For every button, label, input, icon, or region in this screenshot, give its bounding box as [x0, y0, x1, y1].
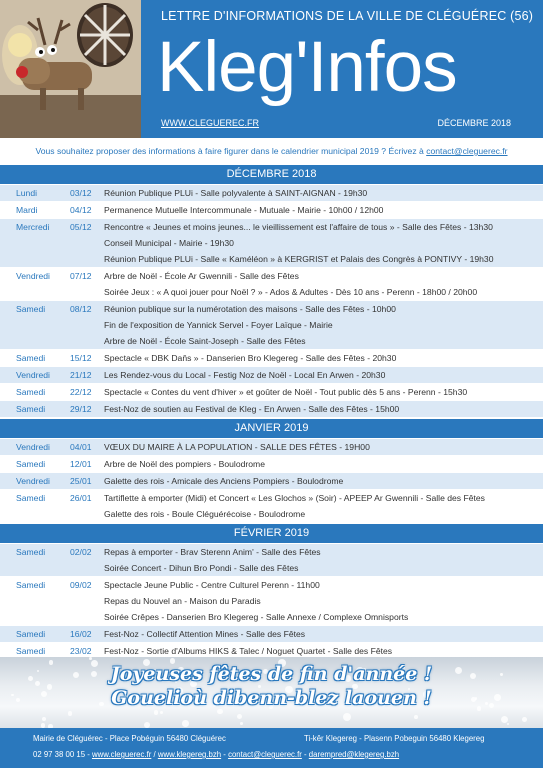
- month-header: FÉVRIER 2019: [0, 522, 543, 543]
- event-date: 02/02: [70, 547, 92, 557]
- snowflake: [68, 711, 73, 716]
- event-line: Conseil Municipal - Mairie - 19h30: [104, 238, 234, 248]
- event-day: Samedi: [16, 547, 46, 557]
- header-website-link[interactable]: WWW.CLEGUEREC.FR: [161, 118, 259, 128]
- month-header: JANVIER 2019: [0, 417, 543, 438]
- event-line: Fest-Noz - Collectif Attention Mines - Salle des Fêtes: [104, 629, 306, 639]
- header-photo: [0, 0, 141, 138]
- event-line: Galette des rois - Boule Cléguérécoise - Boulodrome: [104, 509, 306, 519]
- event-line: Réunion Publique PLUi - Salle « Kaméléon » à KERGRIST et Palais des Congrès à PONTIVY - 19h30: [104, 254, 494, 264]
- event-date: 08/12: [70, 304, 92, 314]
- footer-email-br-link[interactable]: darempred@klegereg.bzh: [308, 750, 400, 759]
- event-description: [104, 577, 543, 625]
- event-date: 26/01: [70, 493, 92, 503]
- event-day: Samedi: [16, 646, 46, 656]
- event-date: 29/12: [70, 404, 92, 414]
- snowflake: [237, 714, 242, 719]
- event-line: Réunion Publique PLUi - Salle polyvalente à SAINT-AIGNAN - 19h30: [104, 188, 368, 198]
- snowflake: [522, 717, 527, 722]
- event-description: [104, 384, 543, 400]
- newsletter-title: Kleg'Infos: [157, 28, 457, 107]
- event-line: Réunion publique sur la numérotation des maisons - Salle des Fêtes - 10h00: [104, 304, 396, 314]
- event-line: Spectacle « DBK Daňs » - Danserien Bro Klegereg - Salle des Fêtes - 20h30: [104, 353, 397, 363]
- event-description: [104, 301, 543, 349]
- snowflake: [507, 723, 509, 725]
- event-description: [104, 439, 543, 455]
- event-day: Samedi: [16, 304, 46, 314]
- footer-email-fr-link[interactable]: contact@cleguerec.fr: [228, 750, 302, 759]
- event-line: Fest-Noz - Sortie d'Albums HIKS & Talec / Noguet Quartet - Salle des Fêtes: [104, 646, 393, 656]
- snowflake: [414, 715, 418, 719]
- event-description: [104, 268, 543, 300]
- snowflake: [240, 722, 243, 725]
- event-date: 21/12: [70, 370, 92, 380]
- snowflake: [42, 717, 46, 721]
- event-line: Spectacle « Contes du vent d'hiver » et goûter de Noël - Tout public dès 5 ans - Perenn - 15h30: [104, 387, 468, 397]
- event-row: [0, 184, 543, 201]
- event-description: [104, 367, 543, 383]
- greeting-breton: Gouelioù dibenn-blez laouen !: [111, 687, 432, 709]
- event-line: Arbre de Noël - École Ar Gwennili - Salle des Fêtes: [104, 271, 299, 281]
- event-row: [0, 267, 543, 300]
- event-calendar: [0, 163, 543, 659]
- header-banner: [0, 0, 543, 138]
- event-date: 22/12: [70, 387, 92, 397]
- greeting-french: Joyeuses fêtes de fin d'année !: [110, 663, 433, 685]
- event-date: 04/12: [70, 205, 92, 215]
- snowflake: [154, 710, 158, 714]
- event-day: Vendredi: [16, 271, 50, 281]
- footer-web-fr-link[interactable]: www.cleguerec.fr: [91, 750, 152, 759]
- event-line: Arbre de Noël des pompiers - Boulodrome: [104, 459, 265, 469]
- event-row: [0, 438, 543, 455]
- issue-date: DÉCEMBRE 2018: [437, 118, 511, 128]
- event-date: 12/01: [70, 459, 92, 469]
- event-row: [0, 489, 543, 522]
- event-date: 07/12: [70, 271, 92, 281]
- event-line: Repas à emporter - Brav Sterenn Anim' - Salle des Fêtes: [104, 547, 321, 557]
- event-row: [0, 625, 543, 642]
- event-date: 15/12: [70, 353, 92, 363]
- event-day: Samedi: [16, 629, 46, 639]
- event-date: 05/12: [70, 222, 92, 232]
- event-row: [0, 349, 543, 366]
- footer-phone: 02 97 38 00 15: [33, 750, 86, 759]
- event-row: [0, 472, 543, 489]
- event-row: [0, 543, 543, 576]
- event-line: Soirée Jeux : « A quoi jouer pour Noël ? » - Ados & Adultes - Dès 10 ans - Perenn - 18h00 / 20h00: [104, 287, 478, 297]
- event-line: Soirée Concert - Dihun Bro Pondi - Salle des Fêtes: [104, 563, 299, 573]
- snowflake: [89, 657, 92, 660]
- snowflake: [182, 720, 188, 726]
- event-line: Les Rendez-vous du Local - Festig Noz de Noël - Local En Arwen - 20h30: [104, 370, 386, 380]
- event-line: Tartiflette à emporter (Midi) et Concert « Les Glochos » (Soir) - APEEP Ar Gwennili - Salle des Fêtes: [104, 493, 485, 503]
- event-description: [104, 490, 543, 522]
- event-day: Samedi: [16, 493, 46, 503]
- event-day: Vendredi: [16, 442, 50, 452]
- event-day: Mardi: [16, 205, 38, 215]
- footer-address-fr: Mairie de Cléguérec - Place Pobéguin 56480 Cléguérec: [33, 734, 226, 743]
- event-description: [104, 219, 543, 267]
- event-row: [0, 383, 543, 400]
- event-date: 25/01: [70, 476, 92, 486]
- event-date: 09/02: [70, 580, 92, 590]
- event-date: 03/12: [70, 188, 92, 198]
- event-description: [104, 626, 543, 642]
- newsletter-subtitle: LETTRE D'INFORMATIONS DE LA VILLE DE CLÉGUÉREC (56): [161, 9, 534, 23]
- event-row: [0, 400, 543, 417]
- event-line: Fin de l'exposition de Yannick Servel - Foyer Laïque - Mairie: [104, 320, 333, 330]
- event-description: [104, 456, 543, 472]
- event-row: [0, 455, 543, 472]
- snowflake: [343, 713, 351, 721]
- event-row: [0, 201, 543, 218]
- intro-email-link[interactable]: contact@cleguerec.fr: [426, 146, 508, 156]
- month-header: DÉCEMBRE 2018: [0, 163, 543, 184]
- event-day: Samedi: [16, 387, 46, 397]
- event-line: VŒUX DU MAIRE À LA POPULATION - SALLE DES FÊTES - 19H00: [104, 442, 370, 452]
- event-line: Galette des rois - Amicale des Anciens Pompiers - Boulodrome: [104, 476, 344, 486]
- footer-contacts: 02 97 38 00 15 - www.cleguerec.fr / www.klegereg.bzh - contact@cleguerec.fr - darempred@klegereg.bzh: [33, 750, 400, 759]
- event-day: Samedi: [16, 404, 46, 414]
- reindeer-pinecone-image: [0, 0, 141, 138]
- event-line: Soirée Crêpes - Danserien Bro Klegereg - Salle Annexe / Complexe Omnisports: [104, 612, 409, 622]
- event-day: Samedi: [16, 353, 46, 363]
- event-description: [104, 544, 543, 576]
- event-row: [0, 366, 543, 383]
- event-day: Lundi: [16, 188, 38, 198]
- event-line: Spectacle Jeune Public - Centre Culturel Perenn - 11h00: [104, 580, 320, 590]
- event-line: Arbre de Noël - École Saint-Joseph - Salle des Fêtes: [104, 336, 306, 346]
- event-row: [0, 576, 543, 625]
- event-date: 04/01: [70, 442, 92, 452]
- snowflake: [160, 711, 163, 714]
- event-line: Permanence Mutuelle Intercommunale - Mutuale - Mairie - 10h00 / 12h00: [104, 205, 384, 215]
- event-day: Samedi: [16, 459, 46, 469]
- event-row: [0, 300, 543, 349]
- footer: [0, 728, 543, 768]
- event-line: Rencontre « Jeunes et moins jeunes... le vieillissement est l'affaire de tous » - Salle des Fêtes - 13h30: [104, 222, 493, 232]
- event-description: [104, 202, 543, 218]
- event-day: Mercredi: [16, 222, 50, 232]
- footer-web-br-link[interactable]: www.klegereg.bzh: [157, 750, 222, 759]
- event-description: [104, 473, 543, 489]
- event-date: 23/02: [70, 646, 92, 656]
- event-day: Vendredi: [16, 476, 50, 486]
- event-description: [104, 350, 543, 366]
- event-date: 16/02: [70, 629, 92, 639]
- event-description: [104, 185, 543, 201]
- event-line: Fest-Noz de soutien au Festival de Kleg - En Arwen - Salle des Fêtes - 15h00: [104, 404, 400, 414]
- footer-address-br: Ti-kêr Klegereg - Plasenn Pobeguin 56480 Klegereg: [304, 734, 485, 743]
- intro-text: Vous souhaitez proposer des informations à faire figurer dans le calendrier municipal 2019 ? Écrivez à contact@cleguerec.fr: [35, 146, 508, 156]
- event-description: [104, 401, 543, 417]
- season-greetings: [0, 662, 543, 710]
- event-line: Repas du Nouvel an - Maison du Paradis: [104, 596, 261, 606]
- event-day: Vendredi: [16, 370, 50, 380]
- event-day: Samedi: [16, 580, 46, 590]
- event-row: [0, 218, 543, 267]
